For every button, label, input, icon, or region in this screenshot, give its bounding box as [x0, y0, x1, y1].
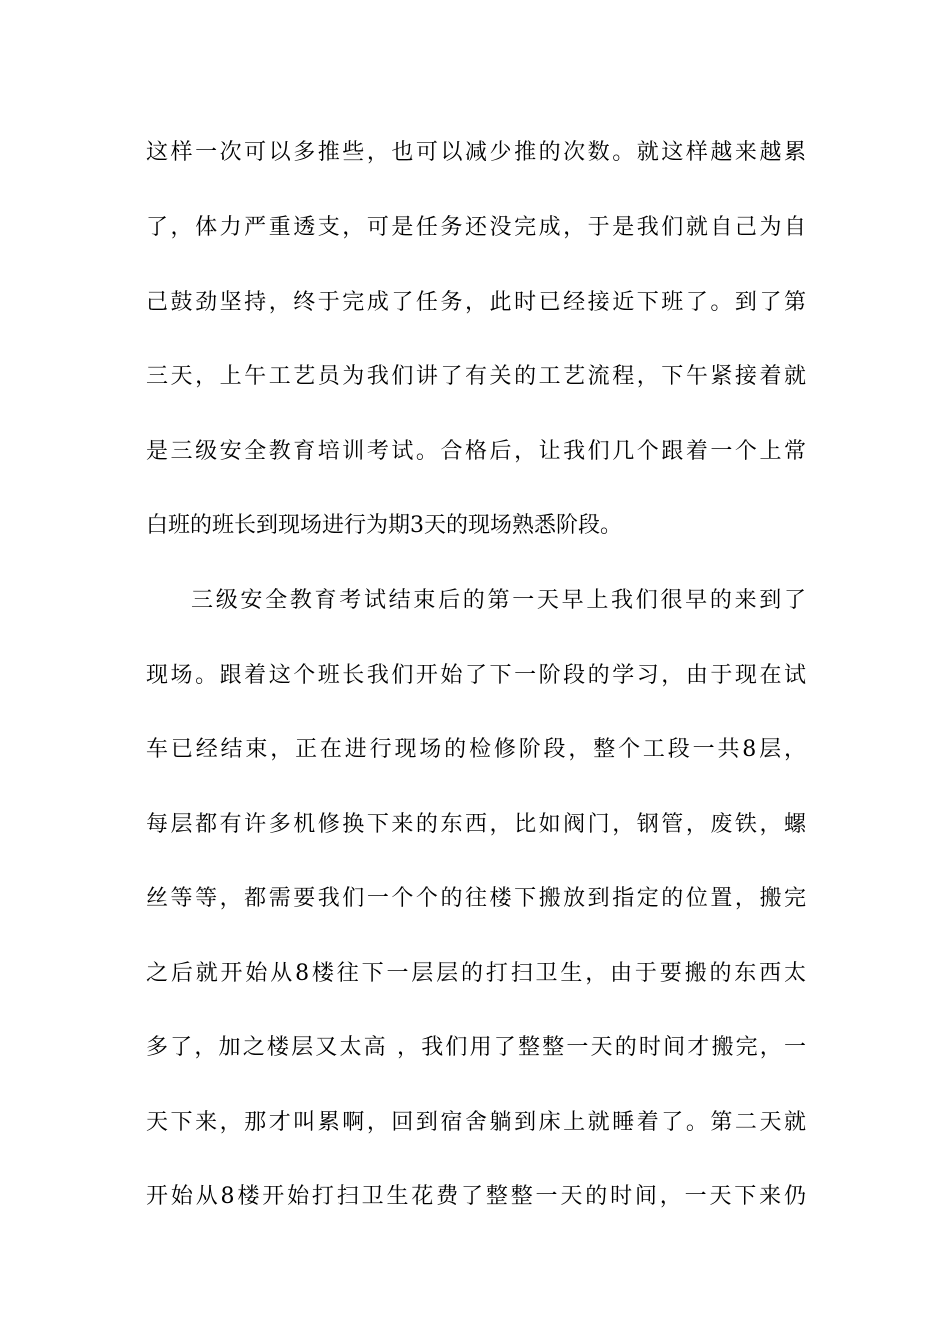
paragraph-2-line-5: 丝等等，都需要我们一个个的往楼下搬放到指定的位置，搬完 — [146, 886, 806, 911]
paragraph-1-line-5: 是三级安全教育培训考试。合格后，让我们几个跟着一个上常 — [146, 439, 806, 464]
paragraph-2-line-8: 天下来，那才叫累啊，回到宿舍躺到床上就睡着了。第二天就 — [146, 1110, 806, 1135]
paragraph-2-line-9: 开始从8楼开始打扫卫生花费了整整一天的时间，一天下来仍 — [146, 1184, 806, 1209]
paragraph-2-line-4: 每层都有许多机修换下来的东西，比如阀门，钢管，废铁，螺 — [146, 812, 806, 837]
paragraph-2-line-6: 之后就开始从8楼往下一层层的打扫卫生，由于要搬的东西太 — [146, 961, 806, 986]
paragraph-1-line-4: 三天，上午工艺员为我们讲了有关的工艺流程，下午紧接着就 — [146, 364, 806, 389]
paragraph-1-line-6: 白班的班长到现场进行为期3天的现场熟悉阶段。 — [146, 513, 622, 538]
paragraph-1-line-2: 了，体力严重透支，可是任务还没完成，于是我们就自己为自 — [146, 215, 806, 240]
paragraph-2-line-2: 现场。跟着这个班长我们开始了下一阶段的学习，由于现在试 — [146, 663, 806, 688]
paragraph-2-line-1: 三级安全教育考试结束后的第一天早上我们很早的来到了 — [191, 588, 806, 613]
paragraph-2-line-3: 车已经结束，正在进行现场的检修阶段，整个工段一共8层， — [146, 737, 806, 762]
paragraph-1-line-3: 己鼓劲坚持，终于完成了任务，此时已经接近下班了。到了第 — [146, 290, 806, 315]
paragraph-2-line-7: 多了，加之楼层又太高 ，我们用了整整一天的时间才搬完，一 — [146, 1035, 806, 1060]
paragraph-1-line-1: 这样一次可以多推些，也可以减少推的次数。就这样越来越累 — [146, 140, 806, 165]
